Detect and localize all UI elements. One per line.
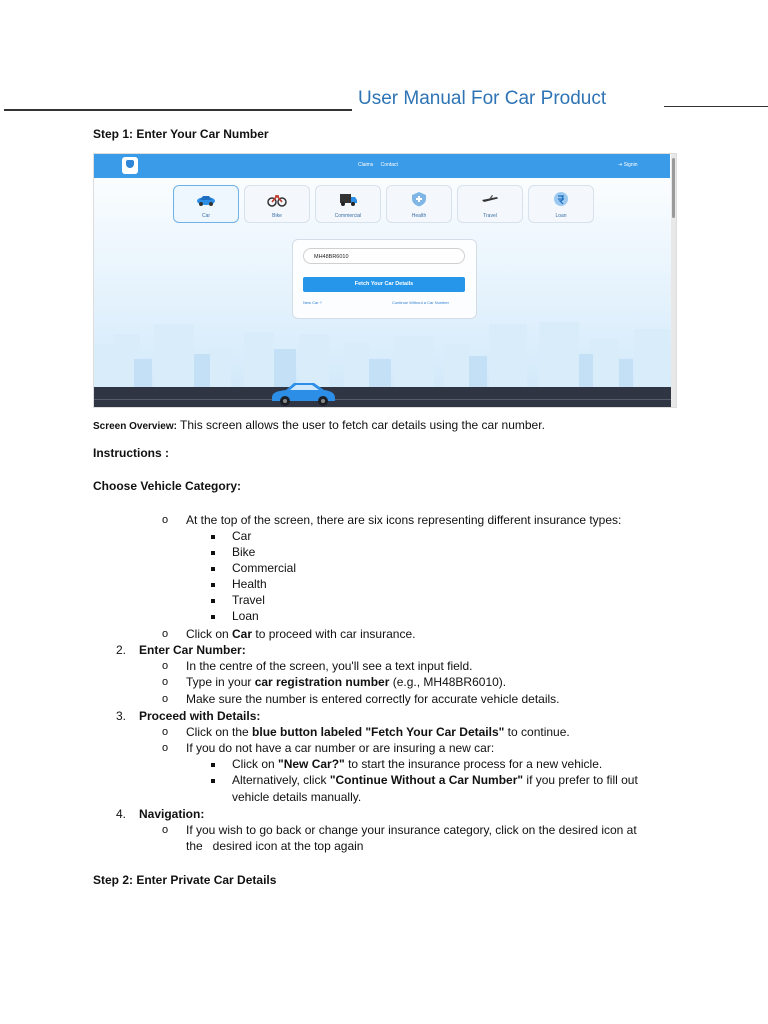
car-number-card — [292, 239, 477, 319]
circle-bullet: o — [162, 676, 169, 688]
section2-title: Enter Car Number: — [139, 643, 246, 657]
text-run: to proceed with car insurance. — [252, 627, 416, 641]
document-title: User Manual For Car Product — [358, 88, 607, 109]
bike-icon — [267, 191, 287, 207]
screen-overview — [93, 418, 545, 432]
category-label: Car — [201, 213, 211, 219]
brand-logo — [122, 157, 138, 174]
section4-bullet1-continued: the desired icon at the top again — [186, 839, 364, 853]
fetch-car-details-button[interactable]: Fetch Your Car Details — [303, 277, 465, 292]
bold-run: blue button labeled "Fetch Your Car Details" — [252, 725, 505, 739]
section-number: 2. — [116, 643, 127, 657]
text-run: Click on — [232, 757, 279, 771]
nav-link-claims[interactable]: Claims — [358, 162, 374, 168]
text-run: Alternatively, click — [232, 773, 330, 787]
circle-bullet: o — [162, 693, 169, 705]
category-bike[interactable] — [244, 185, 310, 223]
circle-bullet: o — [162, 824, 169, 836]
category-label: Bike — [272, 213, 282, 219]
category-travel[interactable] — [457, 185, 523, 223]
square-bullet — [211, 583, 215, 587]
type-item: Loan — [232, 609, 259, 623]
bold-run: Car — [232, 627, 253, 641]
plane-icon — [480, 191, 500, 207]
section3-sub2-continued: vehicle details manually. — [232, 790, 362, 804]
section3-bullet1 — [186, 725, 570, 739]
road-lane-line — [94, 399, 671, 400]
road — [94, 387, 671, 407]
circle-bullet: o — [162, 514, 169, 526]
category-label: Travel — [483, 213, 497, 219]
square-bullet — [211, 779, 215, 783]
step1-heading: Step 1: Enter Your Car Number — [93, 127, 269, 141]
type-item: Bike — [232, 545, 256, 559]
header-rule-left — [4, 109, 352, 111]
category-label: Health — [411, 213, 427, 219]
square-bullet — [211, 551, 215, 555]
header-rule-right — [664, 106, 768, 107]
type-item: Car — [232, 529, 252, 543]
section3-sub1 — [232, 757, 602, 771]
type-item: Travel — [232, 593, 265, 607]
text-run: Click on — [186, 627, 233, 641]
section4-title: Navigation: — [139, 807, 205, 821]
overview-label: Screen Overview: — [93, 421, 177, 432]
category-car[interactable] — [173, 185, 239, 223]
text-run: to start the insurance process for a new vehicle. — [344, 757, 603, 771]
car-icon — [196, 191, 216, 207]
app-screenshot — [93, 153, 677, 408]
money-icon — [551, 191, 571, 207]
square-bullet — [211, 535, 215, 539]
category-label: Loan — [555, 213, 567, 219]
section-number: 3. — [116, 709, 127, 723]
top-nav — [358, 162, 404, 168]
new-car-link[interactable]: New Car ? — [303, 300, 322, 305]
square-bullet — [211, 763, 215, 767]
section2-bullet2 — [186, 675, 506, 689]
square-bullet — [211, 599, 215, 603]
section3-title: Proceed with Details: — [139, 709, 261, 723]
nav-link-contact[interactable]: Contact — [380, 162, 398, 168]
section-number: 4. — [116, 807, 127, 821]
circle-bullet: o — [162, 660, 169, 672]
bold-run: "New Car?" — [278, 757, 345, 771]
overview-text: This screen allows the user to fetch car details using the car number. — [176, 418, 545, 432]
text-run: Click on the — [186, 725, 253, 739]
type-item: Health — [232, 577, 267, 591]
square-bullet — [211, 615, 215, 619]
bold-run: "Continue Without a Car Number" — [329, 773, 524, 787]
category-commercial[interactable] — [315, 185, 381, 223]
choose-category-label: Choose Vehicle Category: — [93, 479, 242, 493]
section4-bullet1: If you wish to go back or change your insurance category, click on the desired icon at — [186, 823, 637, 837]
step2-heading: Step 2: Enter Private Car Details — [93, 873, 277, 887]
shield-icon — [409, 191, 429, 207]
square-bullet — [211, 567, 215, 571]
scrollbar-thumb[interactable] — [672, 158, 675, 218]
truck-icon — [338, 191, 358, 207]
signin-label: Signin — [623, 162, 638, 168]
click-car-instruction — [186, 627, 415, 641]
bold-run: car registration number — [254, 675, 390, 689]
category-row — [173, 185, 593, 225]
section3-sub2 — [232, 773, 638, 787]
category-label: Commercial — [334, 213, 362, 219]
continue-without-number-link[interactable]: Continue Without a Car Number — [392, 300, 449, 305]
text-run: (e.g., MH48BR6010). — [389, 675, 507, 689]
car-number-input[interactable]: MH48BR6010 — [303, 248, 465, 264]
signin-link[interactable] — [618, 162, 638, 168]
section2-bullet3: Make sure the number is entered correctly for accurate vehicle details. — [186, 692, 560, 706]
shield-logo-icon — [126, 160, 134, 168]
text-run: Type in your — [186, 675, 255, 689]
section2-bullet1: In the centre of the screen, you'll see a text input field. — [186, 659, 473, 673]
app-top-bar — [94, 154, 670, 178]
instructions-label: Instructions : — [93, 446, 170, 460]
category-health[interactable] — [386, 185, 452, 223]
car-illustration — [268, 378, 338, 408]
circle-bullet: o — [162, 726, 169, 738]
type-item: Commercial — [232, 561, 297, 575]
text-run: if you prefer to fill out — [523, 773, 638, 787]
section3-bullet2: If you do not have a car number or are insuring a new car: — [186, 741, 495, 755]
circle-bullet: o — [162, 628, 169, 640]
signin-icon: ⇥ — [618, 162, 623, 168]
text-run: to continue. — [504, 725, 570, 739]
choose-intro: At the top of the screen, there are six icons representing different insurance types: — [186, 513, 622, 527]
circle-bullet: o — [162, 742, 169, 754]
category-loan[interactable] — [528, 185, 594, 223]
city-skyline-illustration — [94, 314, 671, 394]
scrollbar[interactable] — [671, 154, 676, 407]
